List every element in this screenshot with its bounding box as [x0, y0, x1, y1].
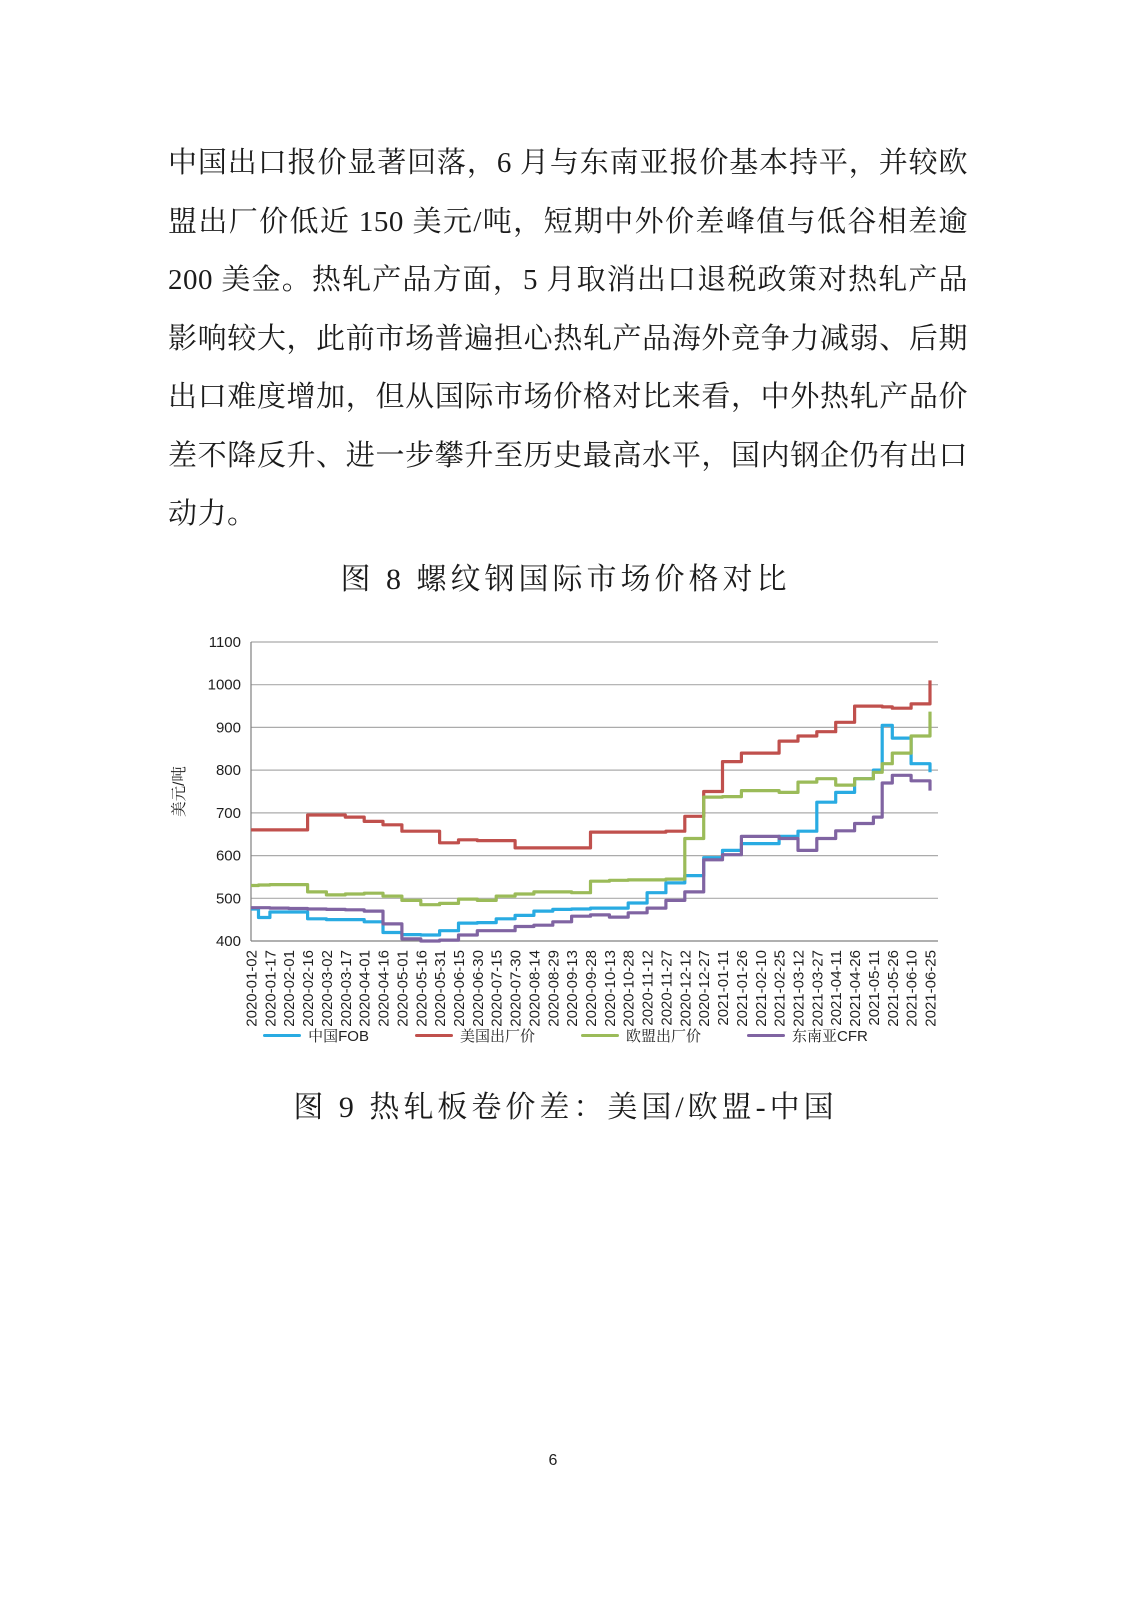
x-tick-label: 2020-07-30 — [507, 950, 525, 1027]
x-tick-label: 2020-08-14 — [526, 950, 544, 1027]
series-line-2 — [251, 712, 930, 905]
x-tick-label: 2021-02-25 — [771, 950, 789, 1027]
x-tick-label: 2020-07-15 — [488, 950, 506, 1027]
x-tick-label: 2020-10-13 — [601, 950, 619, 1027]
y-tick-label: 600 — [215, 847, 241, 865]
x-tick-label: 2020-11-27 — [658, 950, 676, 1026]
legend-item-2 — [581, 1025, 701, 1046]
x-tick-label: 2020-09-28 — [583, 950, 600, 1027]
y-tick-label: 900 — [215, 719, 241, 737]
y-tick-label: 1000 — [207, 676, 241, 694]
x-tick-label: 2020-04-16 — [375, 950, 393, 1027]
x-tick-label: 2020-06-15 — [451, 950, 468, 1027]
legend-item-1 — [415, 1025, 535, 1046]
x-tick-label: 2020-06-30 — [469, 950, 487, 1027]
x-tick-label: 2020-08-29 — [545, 950, 563, 1027]
x-tick-label: 2021-03-12 — [790, 950, 808, 1027]
x-tick-label: 2020-04-01 — [356, 950, 374, 1027]
y-tick-label: 500 — [215, 890, 241, 908]
x-tick-label: 2020-05-31 — [432, 950, 450, 1027]
legend-swatch-3 — [747, 1034, 785, 1038]
legend-item-0 — [263, 1025, 369, 1046]
legend-swatch-2 — [581, 1034, 619, 1038]
legend-item-3 — [747, 1025, 868, 1046]
x-tick-label: 2021-01-11 — [715, 950, 732, 1026]
x-tick-label: 2020-02-16 — [300, 950, 318, 1027]
chart-legend — [0, 1025, 1131, 1046]
x-tick-label: 2020-05-01 — [394, 950, 412, 1027]
x-tick-label: 2020-01-17 — [262, 950, 280, 1027]
x-tick-label: 2021-06-10 — [903, 950, 921, 1027]
x-tick-label: 2021-05-11 — [865, 950, 883, 1026]
x-tick-label: 2020-03-17 — [337, 950, 355, 1027]
figure8-title: 图 8 螺纹钢国际市场价格对比 — [340, 563, 791, 596]
x-tick-label: 2020-09-13 — [564, 950, 582, 1027]
x-tick-label: 2021-04-11 — [828, 950, 846, 1026]
legend-label-1: 美国出厂价 — [459, 1028, 535, 1045]
legend-swatch-1 — [415, 1034, 453, 1038]
y-axis-title: 美元/吨 — [171, 766, 188, 817]
x-tick-label: 2020-05-16 — [413, 950, 431, 1027]
x-tick-label: 2021-05-26 — [884, 950, 902, 1027]
x-tick-label: 2020-10-28 — [620, 950, 638, 1027]
legend-label-0: 中国FOB — [308, 1028, 369, 1045]
figure9-title: 图 9 热轧板卷价差：美国/欧盟-中国 — [293, 1091, 838, 1124]
body-paragraph: 中国出口报价显著回落，6 月与东南亚报价基本持平，并较欧盟出厂价低近 150 美元/吨，短期中外价差峰值与低谷相差逾 200 美金。热轧产品方面，5 月取消出口退税政策对热轧产品影响较大，此前市场普遍担心热轧产品海外竞争力减弱、后期出口难度增加，但从国际市场价格对比来看，中外热轧产品价差不降反升、进一步攀升至历史最高水平，国内钢企仍有出口动力。 — [168, 147, 968, 530]
series-line-0 — [251, 725, 930, 935]
page-number: 6 — [548, 1452, 558, 1469]
x-tick-label: 2020-12-12 — [677, 950, 695, 1027]
x-tick-label: 2021-06-25 — [922, 950, 940, 1027]
x-tick-label: 2020-11-12 — [639, 950, 657, 1026]
x-tick-label: 2020-12-27 — [696, 950, 714, 1027]
x-tick-label: 2020-02-01 — [281, 950, 299, 1027]
x-tick-label: 2021-02-10 — [752, 950, 770, 1027]
series-line-1 — [251, 680, 930, 848]
x-tick-label: 2020-01-02 — [243, 950, 261, 1027]
legend-label-2: 欧盟出厂价 — [626, 1028, 702, 1045]
x-tick-label: 2021-03-27 — [809, 950, 827, 1027]
y-tick-label: 800 — [215, 762, 241, 780]
figure8-chart — [150, 612, 970, 1037]
legend-swatch-0 — [263, 1034, 301, 1038]
y-tick-label: 700 — [215, 804, 241, 822]
legend-label-3: 东南亚CFR — [792, 1028, 868, 1045]
price-chart-svg — [150, 612, 970, 1037]
series-line-3 — [251, 775, 930, 941]
y-tick-label: 1100 — [208, 634, 241, 651]
x-tick-label: 2021-04-26 — [847, 950, 865, 1027]
x-tick-label: 2021-01-26 — [733, 950, 751, 1027]
y-tick-label: 400 — [215, 933, 241, 950]
x-tick-label: 2020-03-02 — [318, 950, 336, 1027]
